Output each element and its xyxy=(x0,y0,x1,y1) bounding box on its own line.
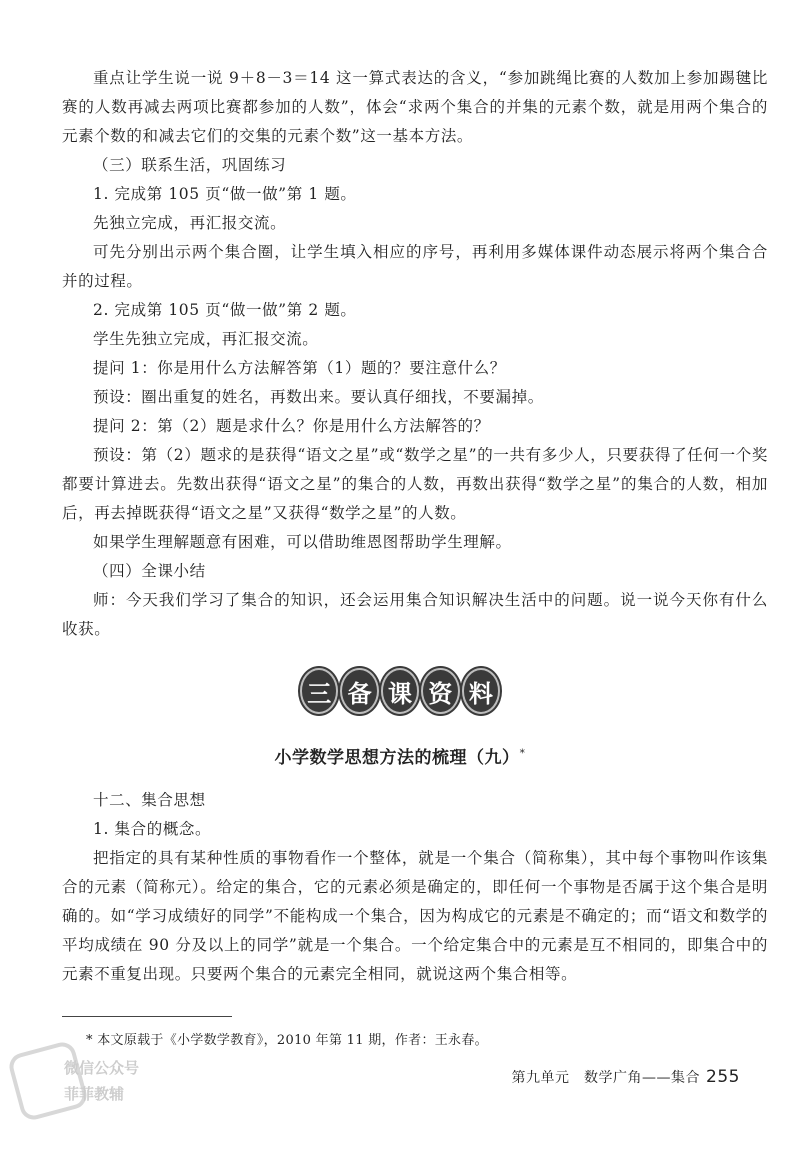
paragraph: 预设：第（2）题求的是获得“语文之星”或“数学之星”的一共有多少人，只要获得了任何一个奖都要计算进去。先数出获得“语文之星”的集合的人数，再数出获得“数学之星”的集合的人数，相加后，再去掉既获得“语文之星”又获得“数学之星”的人数。 xyxy=(62,446,768,522)
footnote-rule xyxy=(62,1016,232,1017)
watermark-line: 菲菲教辅 xyxy=(64,1085,125,1103)
section-heading: （四）全课小结 xyxy=(93,562,206,580)
paragraph: 先独立完成，再汇报交流。 xyxy=(93,214,287,232)
paragraph: 提问 1：你是用什么方法解答第（1）题的？要注意什么？ xyxy=(93,359,506,377)
paragraph: 1. 完成第 105 页“做一做”第 1 题。 xyxy=(93,185,357,203)
banner-char: 备 xyxy=(340,668,378,714)
banner-char: 资 xyxy=(421,668,459,714)
paragraph: 把指定的具有某种性质的事物看作一个整体，就是一个集合（简称集），其中每个事物叫作该集合的元素（简称元）。给定的集合，它的元素必须是确定的，即任何一个事物是否属于这个集合是明确的。如“学习成绩好的同学”不能构成一个集合，因为构成它的元素是不确定的；而“语文和数学的平均成绩在 90 分及以上的同学”就是一个集合。一个给定集合中的元素是互不相同的，即集合中的元素不重复出现。只要两个集合的元素完全相同，就说这两个集合相等。 xyxy=(62,849,768,983)
section-banner xyxy=(300,668,500,714)
banner-char: 课 xyxy=(381,668,419,714)
footnote-marker: * xyxy=(519,746,526,760)
paragraph: 2. 完成第 105 页“做一做”第 2 题。 xyxy=(93,301,357,319)
watermark-text xyxy=(64,1055,139,1107)
watermark-line: 微信公众号 xyxy=(64,1059,140,1077)
article-title-text: 小学数学思想方法的梳理（九） xyxy=(274,748,520,768)
paragraph: 可先分别出示两个集合圈，让学生填入相应的序号，再利用多媒体课件动态展示将两个集合合并的过程。 xyxy=(62,243,768,290)
running-footer: 第九单元 数学广角——集合 xyxy=(511,1070,701,1086)
lower-text-block xyxy=(62,786,768,989)
paragraph: 师：今天我们学习了集合的知识，还会运用集合知识解决生活中的问题。说一说今天你有什么收获。 xyxy=(62,591,768,638)
paragraph: 预设：圈出重复的姓名，再数出来。要认真仔细找，不要漏掉。 xyxy=(93,388,544,406)
section-heading: （三）联系生活，巩固练习 xyxy=(93,156,287,174)
watermark xyxy=(14,1035,154,1123)
banner-char: 料 xyxy=(462,668,500,714)
paragraph: 学生先独立完成，再汇报交流。 xyxy=(93,330,319,348)
page-number: 255 xyxy=(706,1067,740,1087)
footnote: * 本文原载于《小学数学教育》，2010 年第 11 期，作者：王永春。 xyxy=(86,1033,488,1048)
page-footer xyxy=(512,1067,740,1087)
paragraph: 提问 2：第（2）题是求什么？你是用什么方法解答的？ xyxy=(93,417,490,435)
upper-text-block xyxy=(62,64,768,644)
article-title xyxy=(0,743,800,768)
paragraph: 如果学生理解题意有困难，可以借助维恩图帮助学生理解。 xyxy=(93,533,512,551)
paragraph: 重点让学生说一说 9＋8－3＝14 这一算式表达的含义，“参加跳绳比赛的人数加上参加踢毽比赛的人数再减去两项比赛都参加的人数”，体会“求两个集合的并集的元素个数，就是用两个集合的元素个数的和减去它们的交集的元素个数”这一基本方法。 xyxy=(62,69,768,145)
section-heading: 十二、集合思想 xyxy=(93,791,206,809)
banner-char: 三 xyxy=(300,668,338,714)
subheading: 1. 集合的概念。 xyxy=(93,820,212,838)
